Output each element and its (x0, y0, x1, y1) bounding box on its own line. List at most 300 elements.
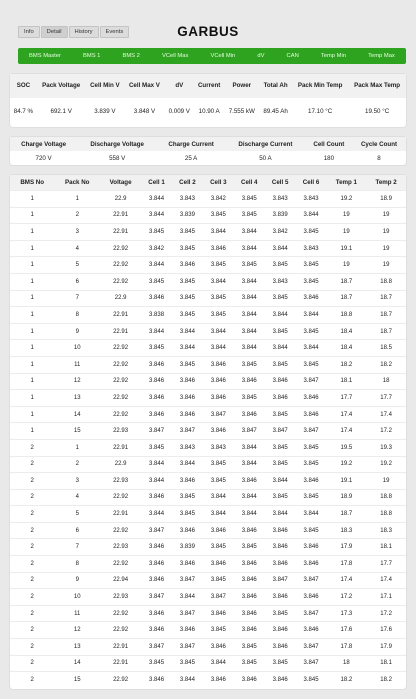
table-cell: 17.8 (340, 643, 353, 650)
table-row (10, 340, 406, 357)
charge-limits-table (10, 137, 406, 165)
dv-value: 0.009 V (168, 108, 190, 115)
table-cell: 3.845 (210, 295, 226, 302)
table-cell: 3.847 (179, 428, 195, 435)
table-cell: 2 (30, 643, 34, 650)
table-row (10, 456, 406, 473)
table-cell: 18.8 (380, 494, 392, 501)
table-cell: 22.93 (113, 428, 129, 435)
table-cell: 17.9 (340, 544, 353, 551)
table-cell: 17.3 (340, 610, 353, 617)
table-cell: 3.847 (241, 428, 257, 435)
table-cell: 3.846 (179, 627, 195, 634)
table-cell: 3.846 (210, 428, 226, 435)
table-cell: 3.844 (210, 511, 226, 518)
table-cell: 3.845 (303, 461, 319, 468)
table-cell: 2 (30, 560, 34, 567)
table-cell: 18.3 (380, 527, 392, 534)
table-cell: 3.845 (179, 511, 195, 518)
tab-events[interactable]: Events (100, 26, 130, 38)
table-cell: 3.847 (272, 428, 288, 435)
table-cell: 3.845 (179, 361, 195, 368)
table-cell: 3.844 (210, 345, 226, 352)
table-cell: 3.846 (210, 560, 226, 567)
table-cell: 3.843 (272, 278, 288, 285)
table-cell: 18.7 (340, 511, 353, 518)
status-bms-1[interactable]: BMS 1 (83, 53, 101, 59)
table-cell: 2 (75, 461, 79, 468)
table-cell: 3.845 (210, 577, 226, 584)
table-cell: 17.4 (340, 411, 353, 418)
table-cell: 19 (382, 245, 390, 252)
table-cell: 2 (30, 677, 34, 684)
table-cell: 18.9 (380, 195, 392, 202)
table-cell: 8 (75, 311, 79, 318)
table-cell: 3.842 (149, 245, 165, 252)
table-cell: 3.844 (149, 262, 165, 269)
table-cell: 3.847 (303, 610, 319, 617)
table-cell: 3.846 (272, 627, 288, 634)
table-cell: 3.846 (149, 677, 165, 684)
table-cell: 10 (73, 345, 81, 352)
table-cell: 3.845 (303, 444, 319, 451)
table-cell: 3.846 (272, 527, 288, 534)
table-cell: 3.846 (149, 560, 165, 567)
status-temp-min[interactable]: Temp Min (320, 53, 346, 59)
table-cell: 3.845 (241, 394, 257, 401)
summary-header: Power (232, 82, 252, 89)
table-cell: 19 (343, 212, 350, 219)
table-row (10, 672, 406, 689)
pack-min-temp-value: 17.10 °C (308, 108, 333, 115)
table-cell: 3.846 (210, 378, 226, 385)
charge-value-row (10, 151, 406, 165)
table-cell: 3.846 (149, 361, 165, 368)
table-cell: 3.845 (179, 311, 195, 318)
table-cell: 3.845 (303, 494, 319, 501)
table-cell: 12 (73, 627, 81, 634)
table-cell: 3.845 (241, 643, 257, 650)
table-cell: 18.9 (340, 494, 353, 501)
table-cell: 3.846 (241, 594, 257, 601)
table-cell: 3.846 (303, 560, 319, 567)
table-row (10, 605, 406, 622)
cell-count-value: 180 (323, 154, 335, 162)
table-cell: 3.846 (149, 610, 165, 617)
table-row (10, 240, 406, 257)
table-cell: 22.92 (113, 262, 129, 269)
table-cell: 22.93 (113, 594, 129, 601)
table-cell: 3.842 (272, 228, 288, 235)
cycle-count-value: 8 (377, 154, 381, 162)
table-cell: 3.844 (179, 461, 195, 468)
table-cell: 3.839 (272, 212, 288, 219)
table-cell: 22.93 (113, 544, 129, 551)
packs-column-header: Cell 5 (271, 179, 289, 186)
table-cell: 3.844 (149, 477, 165, 484)
table-cell: 22.9 (114, 461, 127, 468)
table-cell: 3.846 (241, 378, 257, 385)
table-cell: 3.844 (241, 228, 257, 235)
table-cell: 3.847 (303, 378, 319, 385)
table-cell: 2 (30, 610, 34, 617)
table-cell: 18 (343, 660, 350, 667)
table-row (10, 406, 406, 423)
table-cell: 3.846 (272, 394, 288, 401)
table-row (10, 639, 406, 656)
table-cell: 3.844 (149, 195, 165, 202)
table-cell: 3.844 (241, 444, 257, 451)
table-cell: 3.844 (179, 677, 195, 684)
table-cell: 3.844 (303, 511, 319, 518)
table-cell: 18.7 (340, 278, 353, 285)
table-row (10, 290, 406, 307)
table-cell: 22.92 (113, 394, 129, 401)
table-row (10, 539, 406, 556)
table-cell: 18 (382, 378, 390, 385)
table-cell: 9 (75, 328, 79, 335)
table-row (10, 522, 406, 539)
status-vcell-min[interactable]: VCell Min (210, 53, 236, 59)
packs-column-header: Cell 2 (179, 179, 196, 186)
table-cell: 3.839 (179, 544, 195, 551)
table-cell: 15 (73, 677, 81, 684)
table-cell: 18.2 (340, 677, 353, 684)
table-cell: 18.8 (340, 311, 353, 318)
table-cell: 1 (30, 361, 34, 368)
table-cell: 3.844 (210, 228, 226, 235)
table-cell: 18.2 (380, 361, 392, 368)
charge-current-value: 25 A (184, 154, 198, 162)
table-cell: 18.8 (380, 278, 392, 285)
charge-header: Cycle Count (360, 140, 398, 148)
table-cell: 3.847 (303, 577, 319, 584)
status-dv[interactable]: dV (257, 53, 265, 59)
table-cell: 3.846 (179, 527, 195, 534)
discharge-current-value: 50 A (259, 154, 272, 162)
table-row (10, 257, 406, 274)
table-cell: 14 (73, 660, 81, 667)
table-cell: 3.844 (179, 594, 195, 601)
table-cell: 11 (74, 610, 81, 617)
table-cell: 3.847 (179, 577, 195, 584)
table-cell: 3.844 (149, 461, 165, 468)
table-cell: 3.846 (303, 477, 319, 484)
table-cell: 3.845 (272, 328, 288, 335)
table-cell: 18.3 (340, 527, 353, 534)
table-cell: 3.844 (303, 212, 319, 219)
table-cell: 3.844 (272, 477, 288, 484)
table-cell: 3.844 (210, 660, 226, 667)
table-cell: 3.845 (210, 262, 226, 269)
table-cell: 7 (75, 295, 79, 302)
cell-max-value: 3.848 V (133, 108, 156, 115)
table-cell: 3.844 (149, 212, 165, 219)
table-cell: 18.5 (380, 345, 392, 352)
table-cell: 18.7 (380, 311, 392, 318)
table-cell: 2 (75, 212, 79, 219)
table-cell: 3.845 (210, 627, 226, 634)
table-cell: 3.844 (241, 295, 257, 302)
table-cell: 3.846 (241, 677, 257, 684)
table-cell: 3.845 (272, 494, 288, 501)
table-cell: 22.9 (114, 295, 127, 302)
charge-header: Charge Current (168, 140, 214, 148)
table-cell: 17.2 (380, 428, 392, 435)
table-cell: 3.846 (272, 544, 288, 551)
table-cell: 3.845 (149, 444, 165, 451)
packs-column-header: Cell 4 (240, 179, 258, 186)
table-cell: 17.6 (380, 627, 392, 634)
table-cell: 3.846 (272, 560, 288, 567)
table-cell: 19.1 (340, 477, 353, 484)
table-cell: 2 (30, 511, 34, 518)
table-cell: 3.846 (241, 610, 257, 617)
table-cell: 3.847 (303, 660, 319, 667)
table-cell: 1 (30, 228, 34, 235)
table-cell: 3.845 (241, 262, 257, 269)
table-cell: 3.844 (241, 311, 257, 318)
table-cell: 19.3 (380, 444, 392, 451)
table-cell: 18.8 (380, 511, 392, 518)
charge-header: Charge Voltage (21, 140, 67, 148)
packs-column-header: Cell 6 (302, 179, 320, 186)
packs-column-header: Temp 2 (375, 179, 397, 186)
table-cell: 3.842 (210, 195, 226, 202)
table-cell: 22.9 (114, 195, 127, 202)
table-cell: 1 (75, 195, 79, 202)
table-cell: 3 (75, 228, 79, 235)
tab-info[interactable]: Info (18, 26, 40, 38)
charge-header: Discharge Current (238, 140, 293, 148)
table-cell: 18.7 (380, 328, 392, 335)
table-cell: 3.846 (149, 494, 165, 501)
table-cell: 9 (75, 577, 79, 584)
table-cell: 2 (30, 461, 34, 468)
table-cell: 2 (30, 527, 34, 534)
table-cell: 22.92 (113, 245, 129, 252)
table-cell: 22.92 (113, 378, 129, 385)
table-cell: 18.1 (380, 544, 392, 551)
table-cell: 3.847 (149, 527, 165, 534)
packs-table (10, 175, 406, 688)
table-cell: 17.2 (380, 610, 392, 617)
table-cell: 3.845 (272, 610, 288, 617)
table-cell: 5 (75, 262, 79, 269)
table-row (10, 224, 406, 241)
table-cell: 22.91 (113, 660, 129, 667)
table-cell: 19.5 (340, 444, 353, 451)
table-cell: 2 (30, 444, 34, 451)
charge-header: Cell Count (313, 140, 345, 148)
status-vcell-max[interactable]: VCell Max (161, 53, 189, 59)
table-cell: 11 (74, 361, 81, 368)
table-cell: 3.847 (179, 643, 195, 650)
table-cell: 17.7 (340, 394, 353, 401)
table-cell: 3.847 (149, 643, 165, 650)
table-cell: 1 (75, 444, 79, 451)
table-cell: 22.92 (113, 361, 129, 368)
table-cell: 3.846 (303, 544, 319, 551)
table-cell: 19.2 (340, 195, 353, 202)
table-row (10, 423, 406, 440)
table-cell: 3.845 (149, 228, 165, 235)
table-cell: 3.846 (272, 594, 288, 601)
table-cell: 3.843 (303, 195, 319, 202)
table-cell: 22.92 (113, 627, 129, 634)
packs-column-header: Cell 3 (210, 179, 227, 186)
cell-min-value: 3.839 V (94, 108, 116, 115)
table-cell: 1 (30, 345, 34, 352)
table-cell: 3.846 (303, 594, 319, 601)
table-cell: 19 (382, 262, 390, 269)
table-cell: 2 (30, 627, 34, 634)
table-cell: 19.2 (340, 461, 353, 468)
table-cell: 3.845 (272, 461, 288, 468)
table-cell: 3.845 (149, 278, 165, 285)
table-cell: 22.92 (113, 345, 129, 352)
summary-header: SOC (16, 82, 31, 89)
table-cell: 17.7 (380, 394, 392, 401)
table-cell: 18.4 (340, 345, 353, 352)
status-bar (18, 48, 406, 64)
table-cell: 3.846 (210, 245, 226, 252)
summary-header: Cell Max V (128, 82, 160, 89)
table-cell: 3.846 (303, 627, 319, 634)
table-cell: 8 (75, 560, 79, 567)
table-cell: 3.847 (303, 643, 319, 650)
summary-header: Cell Min V (90, 82, 120, 89)
table-cell: 10 (73, 594, 81, 601)
status-bms-2[interactable]: BMS 2 (122, 53, 140, 59)
table-cell: 3.846 (149, 544, 165, 551)
table-cell: 18.2 (340, 361, 353, 368)
tab-detail[interactable]: Detail (41, 26, 68, 38)
table-cell: 3.844 (179, 328, 195, 335)
table-cell: 22.92 (113, 560, 129, 567)
table-row (10, 390, 406, 407)
table-row (10, 207, 406, 224)
table-cell: 1 (30, 212, 34, 219)
table-cell: 18.7 (340, 295, 353, 302)
table-cell: 3.845 (303, 328, 319, 335)
table-cell: 3.845 (210, 477, 226, 484)
table-cell: 19 (382, 228, 390, 235)
table-cell: 3.844 (241, 494, 257, 501)
table-cell: 1 (30, 311, 34, 318)
table-row (10, 191, 406, 208)
table-cell: 22.92 (113, 527, 129, 534)
summary-header: dV (175, 82, 184, 89)
table-cell: 15 (73, 428, 81, 435)
tab-history[interactable]: History (69, 26, 99, 38)
table-cell: 3.847 (210, 594, 226, 601)
table-cell: 3.846 (179, 262, 195, 269)
table-cell: 5 (75, 511, 79, 518)
table-cell: 3.844 (241, 278, 257, 285)
summary-header: Total Ah (263, 82, 288, 89)
table-cell: 7 (75, 544, 79, 551)
table-cell: 3.844 (149, 328, 165, 335)
table-cell: 1 (30, 394, 34, 401)
table-cell: 1 (30, 411, 34, 418)
table-row (10, 356, 406, 373)
table-cell: 3.844 (210, 328, 226, 335)
table-cell: 3.838 (149, 311, 165, 318)
packs-column-header: BMS No (20, 179, 45, 186)
table-row (10, 273, 406, 290)
table-cell: 3.846 (272, 643, 288, 650)
status-temp-max[interactable]: Temp Max (368, 53, 395, 59)
table-cell: 3.846 (179, 477, 195, 484)
table-cell: 3.844 (241, 328, 257, 335)
status-can[interactable]: CAN (286, 53, 299, 59)
table-cell: 3.844 (241, 345, 257, 352)
table-cell: 3.845 (241, 212, 257, 219)
table-row (10, 373, 406, 390)
table-cell: 3.847 (149, 594, 165, 601)
table-cell: 3.846 (241, 477, 257, 484)
table-cell: 3.844 (241, 511, 257, 518)
table-cell: 3.845 (303, 527, 319, 534)
power-value: 7.555 kW (228, 108, 255, 115)
table-cell: 17.2 (340, 594, 353, 601)
table-cell: 1 (30, 328, 34, 335)
table-cell: 13 (73, 394, 81, 401)
status-bms-master[interactable]: BMS Master (29, 53, 61, 59)
table-cell: 3.845 (303, 278, 319, 285)
table-cell: 3.846 (210, 610, 226, 617)
soc-value: 84.7 % (13, 108, 34, 115)
table-row (10, 323, 406, 340)
table-cell: 3.845 (210, 311, 226, 318)
table-cell: 22.92 (113, 278, 129, 285)
table-cell: 3.846 (241, 577, 257, 584)
table-cell: 19.1 (340, 245, 353, 252)
table-cell: 3.844 (179, 345, 195, 352)
table-cell: 3.844 (210, 494, 226, 501)
packs-card (10, 175, 406, 689)
table-cell: 3.845 (210, 544, 226, 551)
table-cell: 22.92 (113, 677, 129, 684)
table-cell: 3.846 (272, 378, 288, 385)
table-cell: 3.845 (272, 262, 288, 269)
table-cell: 19 (343, 228, 350, 235)
table-cell: 3.846 (210, 361, 226, 368)
table-cell: 3 (75, 477, 79, 484)
table-cell: 3.845 (179, 245, 195, 252)
table-cell: 2 (30, 577, 34, 584)
table-cell: 3.846 (149, 295, 165, 302)
table-cell: 3.845 (272, 295, 288, 302)
table-cell: 3.846 (272, 677, 288, 684)
table-cell: 22.92 (113, 610, 129, 617)
packs-column-header: Cell 1 (148, 179, 165, 186)
table-cell: 14 (73, 411, 81, 418)
table-cell: 17.6 (340, 627, 353, 634)
table-cell: 3.846 (179, 394, 195, 401)
table-cell: 3.845 (303, 262, 319, 269)
table-cell: 3.845 (179, 660, 195, 667)
table-cell: 22.91 (113, 212, 129, 219)
table-cell: 3.845 (241, 544, 257, 551)
table-row (10, 622, 406, 639)
table-cell: 3.845 (272, 411, 288, 418)
table-cell: 1 (30, 195, 34, 202)
table-cell: 22.91 (113, 311, 129, 318)
charge-header-row (10, 137, 406, 151)
pack-max-temp-value: 19.50 °C (365, 108, 390, 115)
